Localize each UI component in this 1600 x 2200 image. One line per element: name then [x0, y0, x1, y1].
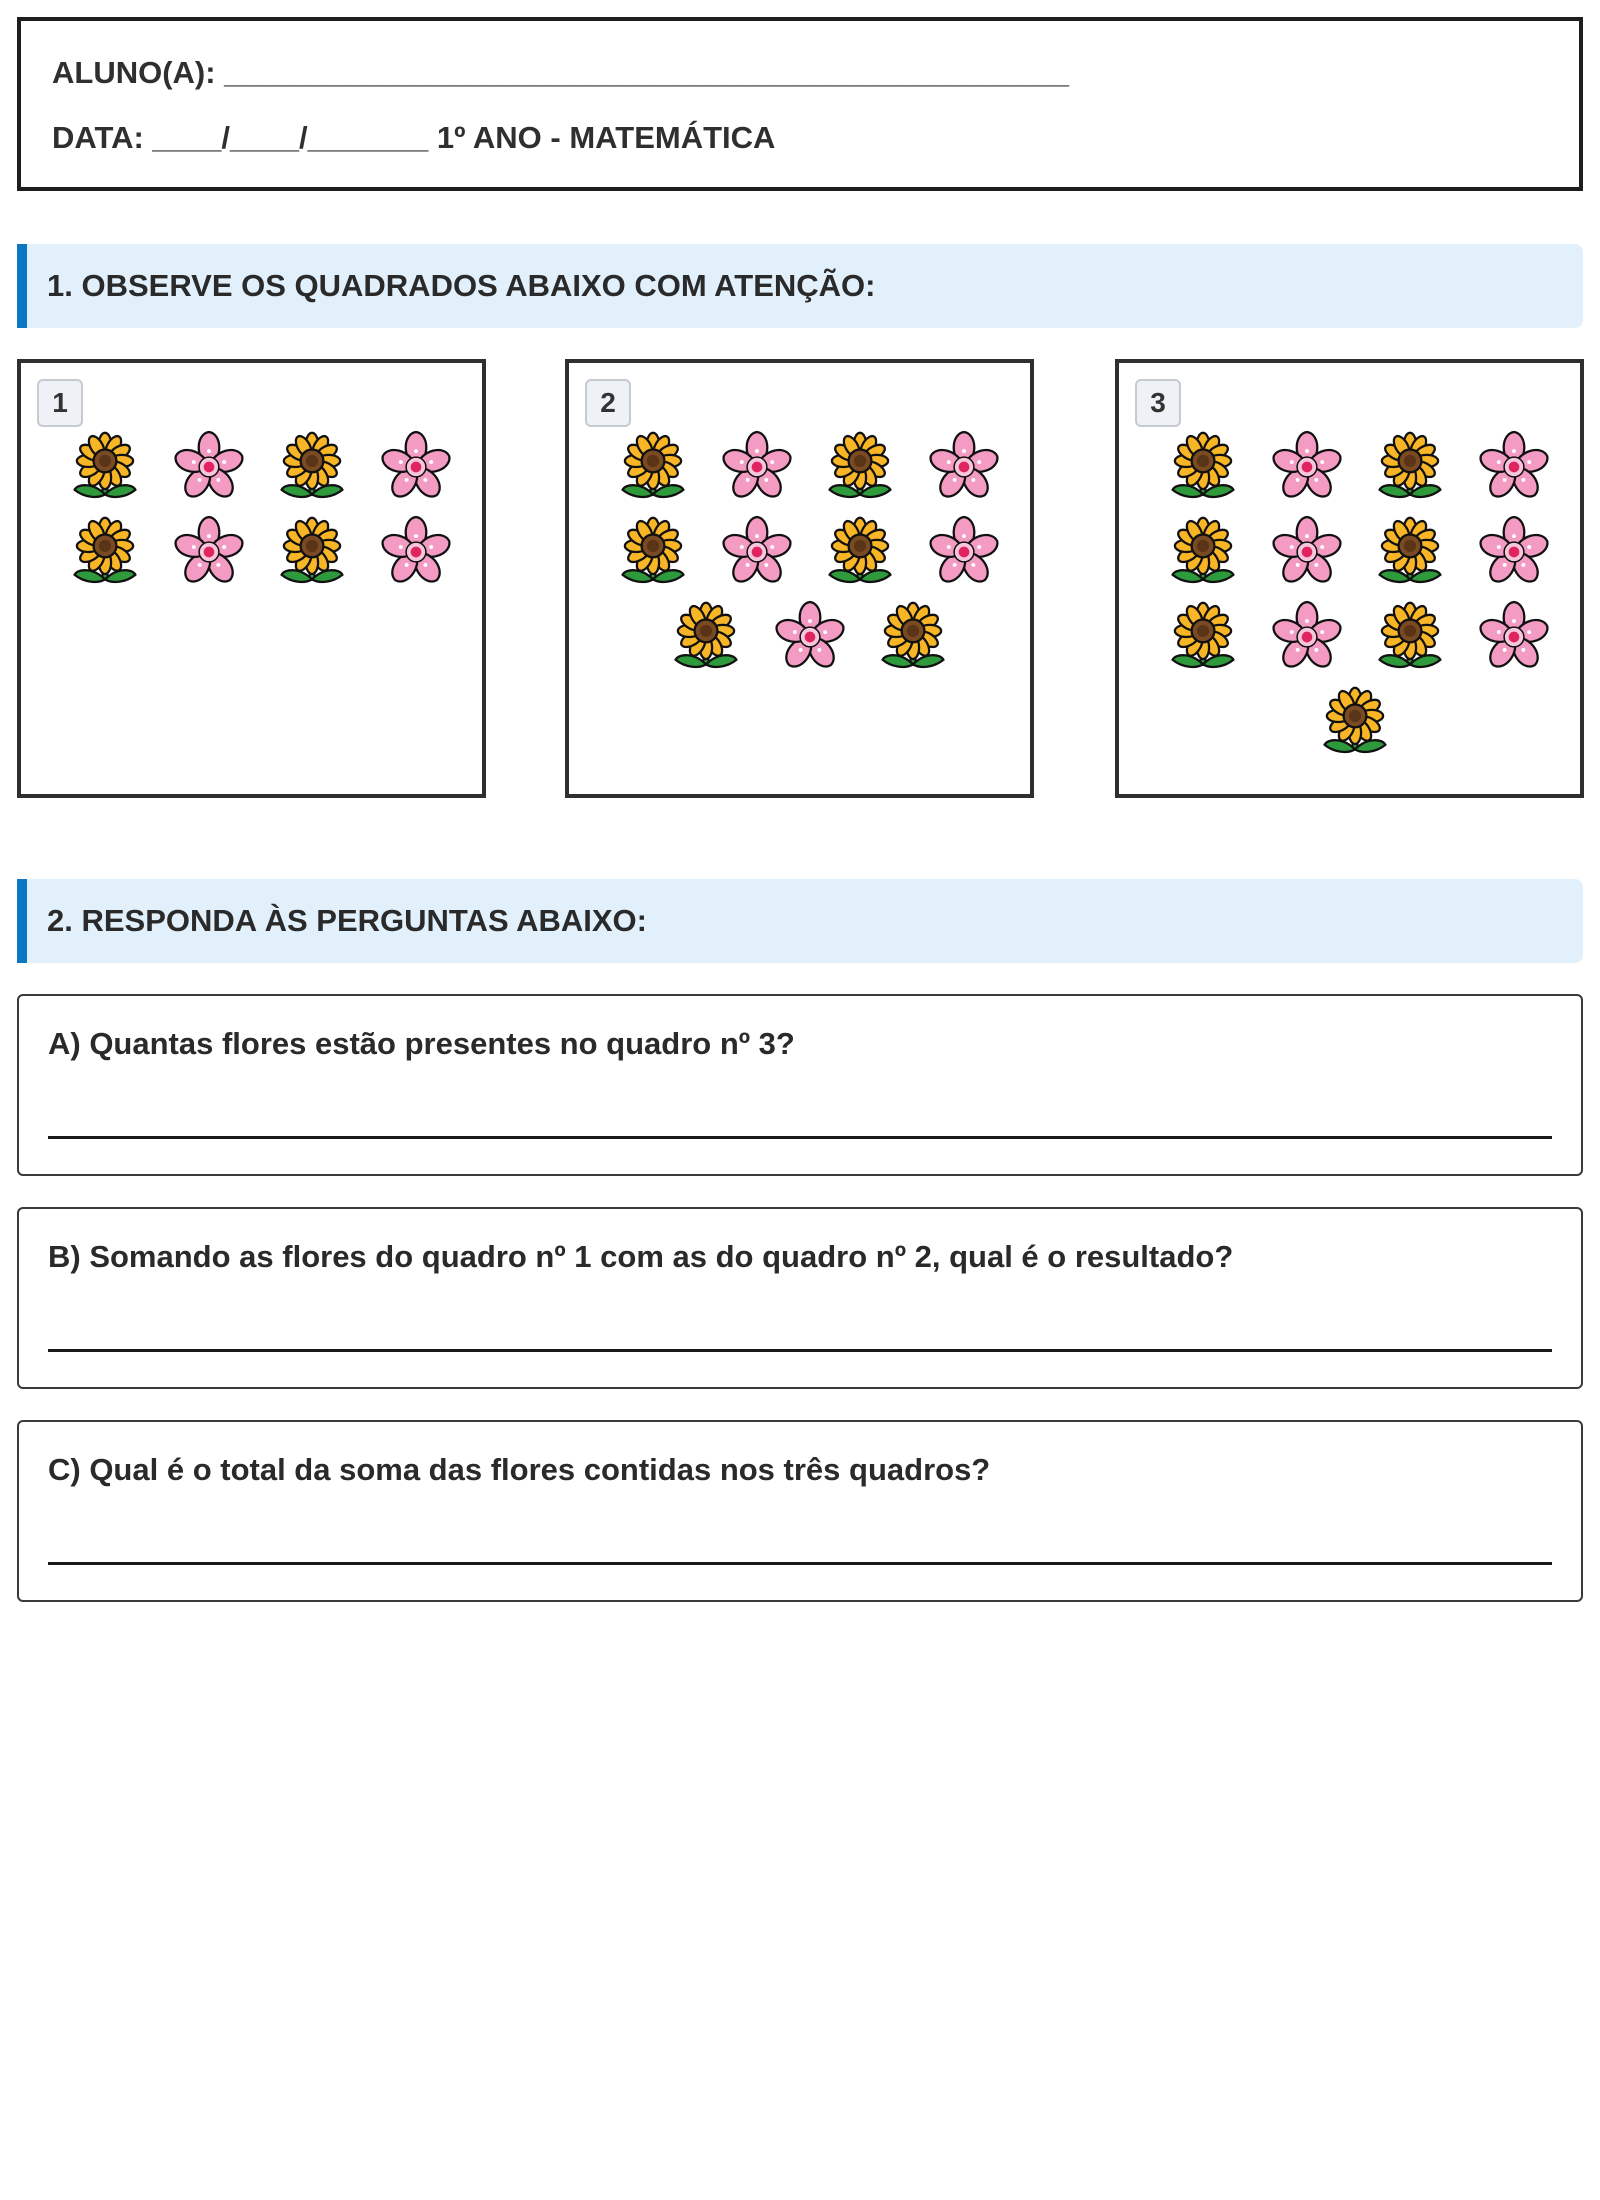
sunflower-icon: [615, 514, 691, 590]
sunflower-icon: [67, 429, 143, 505]
cherry-blossom-icon: [1476, 514, 1552, 590]
sunflower-icon: [1317, 684, 1393, 760]
sunflower-icon: [822, 429, 898, 505]
cherry-blossom-icon: [719, 514, 795, 590]
sunflower-icon: [615, 429, 691, 505]
cherry-blossom-icon: [719, 429, 795, 505]
sunflower-icon: [1372, 429, 1448, 505]
sunflower-icon: [67, 514, 143, 590]
sunflower-icon: [1372, 599, 1448, 675]
cherry-blossom-icon: [1269, 599, 1345, 675]
answer-a-line[interactable]: [48, 1136, 1552, 1139]
cherry-blossom-icon: [378, 514, 454, 590]
frame-number-badge: 1: [37, 379, 83, 427]
flower-frame-2: [565, 359, 1034, 798]
cherry-blossom-icon: [378, 429, 454, 505]
cherry-blossom-icon: [1476, 599, 1552, 675]
sunflower-icon: [875, 599, 951, 675]
frame-number-badge: 3: [1135, 379, 1181, 427]
cherry-blossom-icon: [1269, 514, 1345, 590]
section-2-heading: 2. RESPONDA ÀS PERGUNTAS ABAIXO:: [17, 879, 1583, 963]
cherry-blossom-icon: [171, 429, 247, 505]
question-b-text: B) Somando as flores do quadro nº 1 com as do quadro nº 2, qual é o resultado?: [48, 1239, 1234, 1274]
sunflower-icon: [822, 514, 898, 590]
flower-frame-3: [1115, 359, 1584, 798]
answer-b-line[interactable]: [48, 1349, 1552, 1352]
question-b-box: [17, 1207, 1583, 1389]
cherry-blossom-icon: [926, 514, 1002, 590]
cherry-blossom-icon: [926, 429, 1002, 505]
section-1-heading: 1. OBSERVE OS QUADRADOS ABAIXO COM ATENÇÃO:: [17, 244, 1583, 328]
student-header-box: [17, 17, 1583, 191]
flower-frame-1: [17, 359, 486, 798]
cherry-blossom-icon: [772, 599, 848, 675]
frame-number-badge: 2: [585, 379, 631, 427]
cherry-blossom-icon: [171, 514, 247, 590]
sunflower-icon: [1165, 514, 1241, 590]
question-a-text: A) Quantas flores estão presentes no quadro nº 3?: [48, 1026, 795, 1061]
sunflower-icon: [1372, 514, 1448, 590]
question-c-box: [17, 1420, 1583, 1602]
sunflower-icon: [668, 599, 744, 675]
date-grade-line[interactable]: DATA: ____/____/_______ 1º ANO - MATEMÁTICA: [52, 120, 776, 155]
sunflower-icon: [274, 514, 350, 590]
cherry-blossom-icon: [1476, 429, 1552, 505]
sunflower-icon: [1165, 429, 1241, 505]
cherry-blossom-icon: [1269, 429, 1345, 505]
sunflower-icon: [1165, 599, 1241, 675]
question-c-text: C) Qual é o total da soma das flores contidas nos três quadros?: [48, 1452, 991, 1487]
sunflower-icon: [274, 429, 350, 505]
answer-c-line[interactable]: [48, 1562, 1552, 1565]
student-name-line[interactable]: ALUNO(A): _________________________________________________: [52, 55, 1069, 90]
question-a-box: [17, 994, 1583, 1176]
